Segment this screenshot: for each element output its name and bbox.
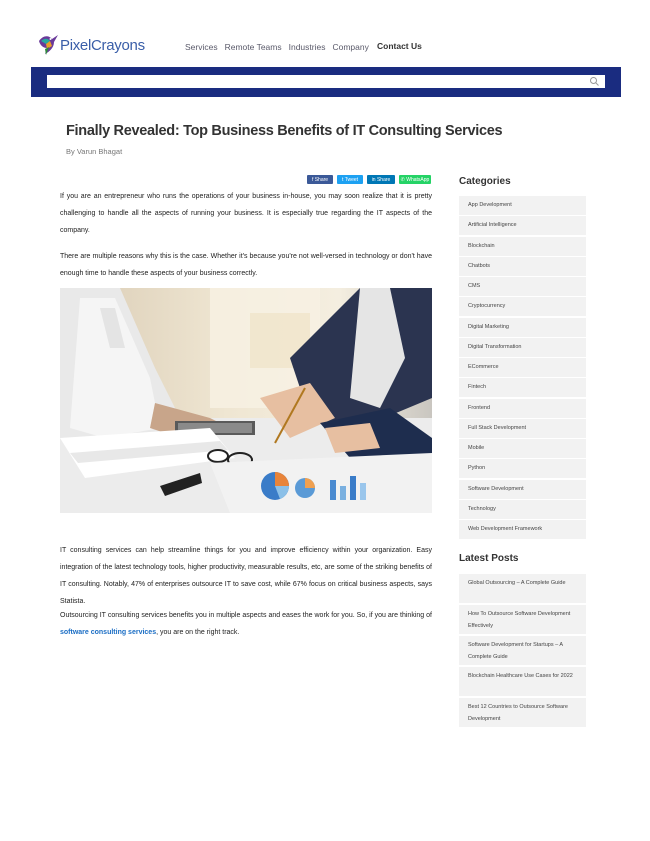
- latest-post-item[interactable]: Software Development for Startups – A Complete Guide: [459, 636, 586, 665]
- facebook-share-button[interactable]: f Share: [307, 175, 333, 184]
- business-meeting-illustration: [60, 288, 432, 513]
- category-item[interactable]: Blockchain: [459, 237, 586, 256]
- category-item[interactable]: Software Development: [459, 480, 586, 499]
- latest-post-item[interactable]: How To Outsource Software Development Effectively: [459, 605, 586, 634]
- brand-logo[interactable]: [37, 33, 145, 57]
- search-bar: [31, 67, 621, 97]
- category-item[interactable]: Artificial Intelligence: [459, 216, 586, 235]
- category-item[interactable]: Frontend: [459, 399, 586, 418]
- categories-heading: Categories: [459, 176, 511, 187]
- nav-industries[interactable]: Industries: [288, 42, 326, 52]
- linkedin-icon: in: [371, 176, 377, 183]
- twitter-share-button[interactable]: t Tweet: [337, 175, 363, 184]
- latest-posts-list: [459, 574, 586, 729]
- site-header: [0, 0, 650, 66]
- latest-post-item[interactable]: Blockchain Healthcare Use Cases for 2022: [459, 667, 586, 696]
- category-item[interactable]: CMS: [459, 277, 586, 296]
- categories-list: [459, 196, 586, 540]
- category-item[interactable]: Mobile: [459, 439, 586, 458]
- article-intro: [60, 188, 432, 291]
- article-paragraph: IT consulting services can help streamline things for you and improve efficiency within your organization. Easy integration of the latest technology tools, higher productivity, measurable results, etc, are some of the striking benefits of IT consulting. Notably, 47% of enterprises outsource IT to save cost, while 67% focus on critical business aspects, says Statista.: [60, 547, 432, 605]
- hummingbird-logo-icon: [37, 29, 59, 57]
- page-title: Finally Revealed: Top Business Benefits of IT Consulting Services: [66, 123, 503, 139]
- category-item[interactable]: Digital Marketing: [459, 318, 586, 337]
- twitter-icon: t: [341, 176, 345, 183]
- category-item[interactable]: Cryptocurrency: [459, 297, 586, 316]
- hero-image: [60, 288, 432, 513]
- category-item[interactable]: App Development: [459, 196, 586, 215]
- facebook-icon: f: [311, 176, 315, 183]
- latest-post-item[interactable]: Global Outsourcing – A Complete Guide: [459, 574, 586, 603]
- author-byline: By Varun Bhagat: [66, 147, 123, 156]
- article-paragraph: If you are an entrepreneur who runs the operations of your business in-house, you may soon realize that it is pretty challenging to handle all the aspects of running your business. It is especially true regarding the IT aspects of the company.: [60, 193, 432, 234]
- search-input[interactable]: [47, 75, 605, 88]
- category-item[interactable]: Web Development Framework: [459, 520, 586, 539]
- whatsapp-share-button[interactable]: ✆ WhatsApp: [400, 176, 430, 183]
- category-item[interactable]: Technology: [459, 500, 586, 519]
- nav-company[interactable]: Company: [332, 42, 369, 52]
- category-item[interactable]: ECommerce: [459, 358, 586, 377]
- nav-remote-teams[interactable]: Remote Teams: [224, 42, 282, 52]
- category-item[interactable]: Chatbots: [459, 257, 586, 276]
- article-paragraph-with-link: Outsourcing IT consulting services benefits you in multiple aspects and eases the work for you. So, if you are thinking of software consulting services, you are on the right track.: [60, 612, 432, 636]
- latest-post-item[interactable]: Best 12 Countries to Outsource Software Development: [459, 698, 586, 727]
- share-buttons: [307, 175, 431, 184]
- whatsapp-icon: ✆: [400, 176, 407, 183]
- main-nav: [185, 42, 369, 52]
- nav-services[interactable]: Services: [185, 42, 218, 52]
- category-item[interactable]: Fintech: [459, 378, 586, 397]
- article-paragraph: There are multiple reasons why this is the case. Whether it's because you're not well-versed in technology or don't have enough time to handle these aspects of your business correctly.: [60, 253, 432, 277]
- brand-name: PixelCrayons: [60, 36, 145, 54]
- category-item[interactable]: Python: [459, 459, 586, 478]
- contact-us-link[interactable]: Contact Us: [377, 41, 422, 51]
- category-item[interactable]: Full Stack Development: [459, 419, 586, 438]
- category-item[interactable]: Digital Transformation: [459, 338, 586, 357]
- software-consulting-services-link[interactable]: software consulting services: [60, 629, 157, 636]
- search-icon[interactable]: [589, 76, 600, 87]
- linkedin-share-button[interactable]: in Share: [367, 175, 395, 184]
- latest-posts-heading: Latest Posts: [459, 553, 519, 564]
